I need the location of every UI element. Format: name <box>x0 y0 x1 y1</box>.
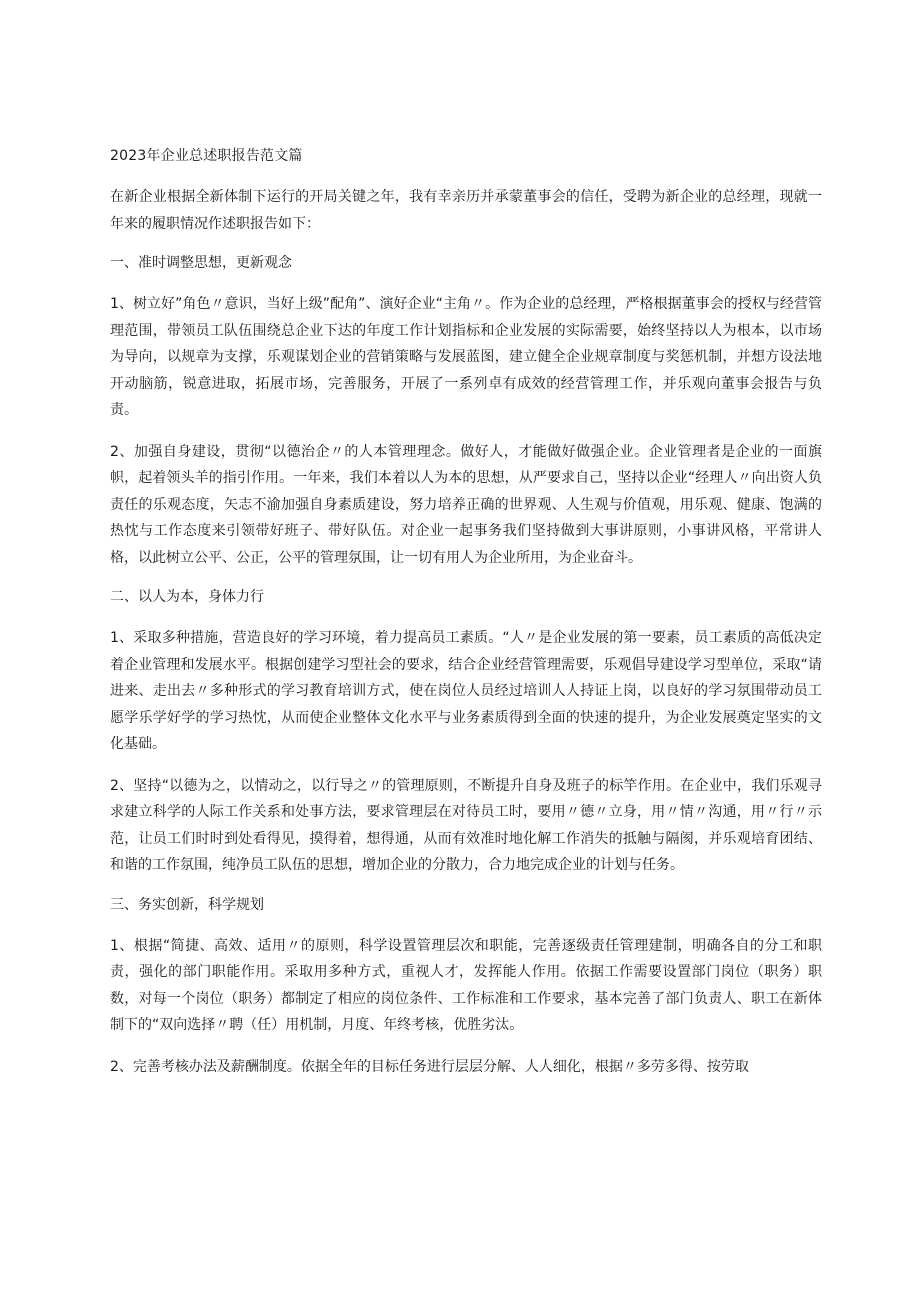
section-2-paragraph-2: 2、坚持“以德为之，以情动之，以行导之〃的管理原则，不断提升自身及班子的标竿作用。在企业中，我们乐观寻求建立科学的人际工作关系和处事方法，要求管理层在对待员工时，要用〃德〃立身，用〃情〃沟通，用〃行〃示范，让员工们时时到处看得见，摸得着，想得通，从而有效准时地化解工作消失的抵触与隔阂，并乐观培育团结、和谐的工作氛围，纯净员工队伍的思想，增加企业的分散力，合力地完成企业的计划与任务。 <box>110 777 822 873</box>
document-title: 2023年企业总述职报告范文篇 <box>110 148 303 164</box>
section-heading-2: 二、以人为本，身体力行 <box>110 589 264 605</box>
section-heading-3: 三、务实创新，科学规划 <box>110 896 264 913</box>
section-3-paragraph-1: 1、根据“简捷、高效、适用〃的原则，科学设置管理层次和职能，完善逐级责任管理建制，明确各自的分工和职责，强化的部门职能作用。采取用多种方式，重视人才，发挥能人作用。依据工作需要设置部门岗位（职务）职数，对每一个岗位（职务）都制定了相应的岗位条件、工作标准和工作要求，基本完善了部门负责人、职工在新体制下的“双向选择〃聘（任）用机制，月度、年终考核，优胜劣汰。 <box>110 937 822 1033</box>
section-1-paragraph-2: 2、加强自身建设，贯彻“以德治企〃的人本管理理念。做好人，才能做好做强企业。企业管理者是企业的一面旗帜，起着领头羊的指引作用。一年来，我们本着以人为本的思想，从严要求自己，坚持以企业“经理人〃向出资人负责任的乐观态度，矢志不渝加强自身素质建设，努力培养正确的世界观、人生观与价值观，用乐观、健康、饱满的热忱与工作态度来引领带好班子、带好队伍。对企业一起事务我们坚持做到大事讲原则，小事讲风格，平常讲人格，以此树立公平、公正，公平的管理氛围，让一切有用人为企业所用，为企业奋斗。 <box>110 443 822 566</box>
intro-paragraph: 在新企业根据全新体制下运行的开局关键之年，我有幸亲历并承蒙董事会的信任，受聘为新企业的总经理，现就一年来的履职情况作述职报告如下： <box>110 189 822 232</box>
document-page <box>110 146 822 1095</box>
section-2-paragraph-1: 1、采取多种措施，营造良好的学习环境，着力提高员工素质。“人〃是企业发展的第一要素，员工素质的高低决定着企业管理和发展水平。根据创建学习型社会的要求，结合企业经营管理需要，乐观倡导建设学习型单位，采取“请进来、走出去〃多种形式的学习教育培训方式，使在岗位人员经过培训人人持证上岗，以良好的学习氛围带动员工愿学乐学好学的学习热忱，从而使企业整体文化水平与业务素质得到全面的快速的提升，为企业发展奠定坚实的文化基础。 <box>110 630 822 752</box>
section-heading-1: 一、准时调整思想，更新观念 <box>110 255 292 271</box>
section-3-paragraph-2: 2、完善考核办法及薪酬制度。依据全年的目标任务进行层层分解、人人细化，根据〃多劳多得、按劳取 <box>110 1058 749 1075</box>
section-1-paragraph-1: 1、树立好”角色〃意识，当好上级”配角”、演好企业“主角〃。作为企业的总经理，严格根据董事会的授权与经营管理范围，带领员工队伍围绕总企业下达的年度工作计划指标和企业发展的实际需要，始终坚持以人为根本，以市场为导向，以规章为支撑，乐观谋划企业的营销策略与发展蓝图，建立健全企业规章制度与奖惩机制，并想方设法地开动脑筋，锐意进取，拓展市场，完善服务，开展了一系列卓有成效的经营管理工作，并乐观向董事会报告与负责。 <box>110 296 822 418</box>
